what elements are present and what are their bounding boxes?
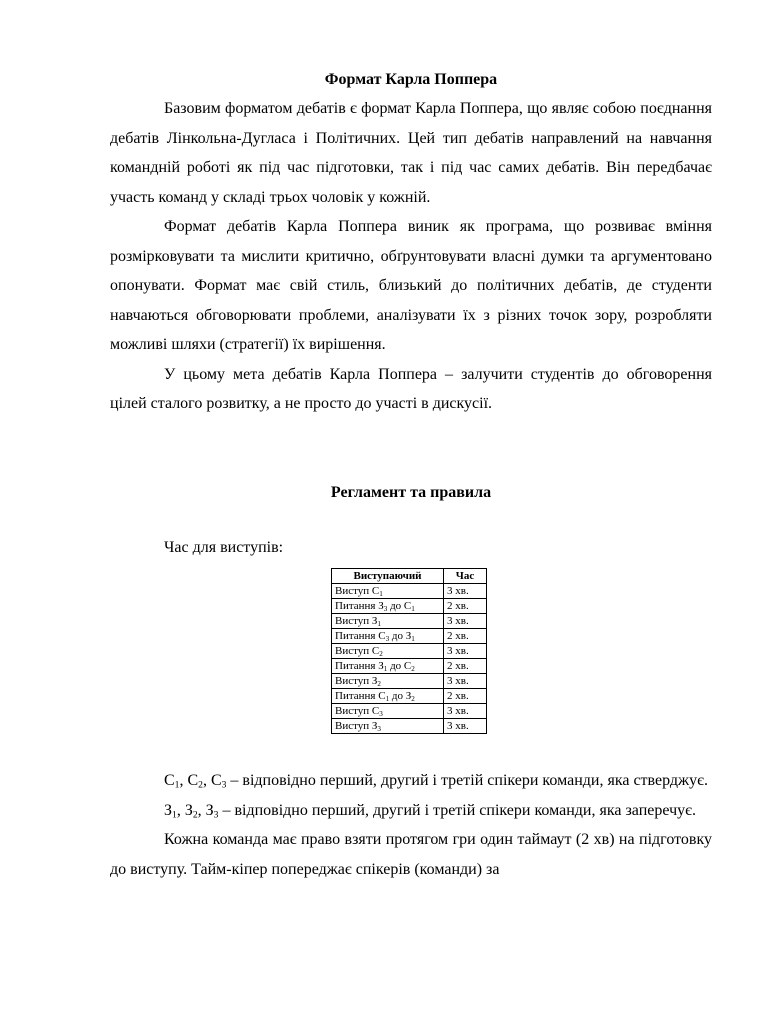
speaker-letter: З bbox=[184, 801, 193, 819]
table-cell-time: 3 хв. bbox=[444, 644, 487, 659]
speaker-index: 1 bbox=[379, 589, 383, 598]
note-affirm-text: – відповідно перший, другий і третій спікери команди, яка стверджує. bbox=[226, 772, 708, 789]
note-affirm: $С_1$, $С_2$, $С_3$ – відповідно перший, другий і третій спікери команди, яка стверджує. bbox=[164, 772, 708, 791]
speaker-index: 2 bbox=[198, 779, 203, 791]
time-label: Час для виступів: bbox=[164, 539, 284, 556]
table-row bbox=[332, 659, 487, 674]
table-cell-time: 3 хв. bbox=[444, 584, 487, 599]
speaker-target-text: до З bbox=[389, 629, 412, 642]
speaker-letter: З bbox=[164, 801, 173, 819]
table-header-speaker: Виступаючий bbox=[332, 569, 444, 584]
table-cell-time: 2 хв. bbox=[444, 689, 487, 704]
table-cell-time: 3 хв. bbox=[444, 674, 487, 689]
speaker-target-text: до З bbox=[389, 689, 412, 702]
speaker-index: 3 bbox=[377, 724, 381, 733]
table-cell-speaker bbox=[332, 644, 444, 659]
speaker-index: 2 bbox=[192, 808, 198, 820]
table-row bbox=[332, 689, 487, 704]
speaker-text: Виступ З bbox=[335, 614, 378, 627]
table-cell-speaker bbox=[332, 689, 444, 704]
speaker-text: Виступ С bbox=[335, 644, 380, 657]
speaker-index: 3 bbox=[383, 604, 388, 613]
speaker-target-index: 1 bbox=[411, 604, 415, 613]
speaker-target-text: до С bbox=[387, 659, 412, 672]
note-timeout: Кожна команда має право взяти протягом гри один таймаут (2 хв) на підготовку до виступу. Тайм-кіпер попереджає спікерів (команди) за bbox=[110, 831, 712, 878]
speaker-target-text: до С bbox=[387, 599, 412, 612]
speaker-text: Питання С bbox=[335, 629, 386, 642]
speaker-text: Виступ З bbox=[335, 719, 378, 732]
table-cell-speaker bbox=[332, 659, 444, 674]
speaker-text: Питання С bbox=[335, 689, 386, 702]
section-title: Регламент та правила bbox=[330, 484, 492, 501]
speaker-text: Виступ С bbox=[335, 584, 380, 597]
table-row bbox=[332, 599, 487, 614]
speaker-text: Виступ С bbox=[335, 704, 380, 717]
notes-text bbox=[110, 766, 712, 884]
table-cell-speaker bbox=[332, 614, 444, 629]
document-title: Формат Карла Поппера bbox=[324, 71, 498, 88]
paragraph-2: Формат дебатів Карла Поппера виник як програма, що розвиває вміння розмірковувати та мислити критично, обґрунтовувати власні думки та аргументовано опонувати. Формат має свій стиль, близький до політичних дебатів, де студенти навчаються обговорювати проблеми, аналізувати їх з різних точок зору, розробляти можливі шляхи (стратегії) їх вирішення. bbox=[110, 218, 712, 353]
table-cell-time: 3 хв. bbox=[444, 614, 487, 629]
table-cell-time: 3 хв. bbox=[444, 719, 487, 734]
table-cell-speaker bbox=[332, 674, 444, 689]
speaker-index: 2 bbox=[379, 649, 383, 658]
table-row bbox=[332, 719, 487, 734]
speaker-target-index: 2 bbox=[411, 664, 415, 673]
paragraph-1: Базовим форматом дебатів є формат Карла Поппера, що являє собою поєднання дебатів Лінкольна-Дугласа і Політичних. Цей тип дебатів направлений на навчання командній роботі як під час підготовки, так і під час самих дебатів. Він передбачає участь команд у складі трьох чоловік у кожній. bbox=[110, 100, 712, 206]
speaker-index: 1 bbox=[174, 779, 180, 791]
speaker-text: Виступ З bbox=[335, 674, 378, 687]
speaker-index: 3 bbox=[379, 709, 383, 718]
speaker-index: 3 bbox=[213, 808, 219, 820]
note-negate: $З_1$, $З_2$, $З_3$ – відповідно перший, другий і третій спікери команди, яка заперечує. bbox=[164, 801, 696, 820]
table-row bbox=[332, 674, 487, 689]
table-row bbox=[332, 629, 487, 644]
table-row bbox=[332, 644, 487, 659]
speaker-index: 1 bbox=[385, 694, 390, 703]
speaker-index: 3 bbox=[221, 779, 227, 791]
speaker-text: Питання З bbox=[335, 599, 384, 612]
speaker-target-index: 1 bbox=[411, 634, 415, 643]
speaker-target-index: 2 bbox=[411, 694, 415, 703]
table-row bbox=[332, 614, 487, 629]
table-header-time: Час bbox=[444, 569, 487, 584]
table-row bbox=[332, 584, 487, 599]
table-cell-time: 3 хв. bbox=[444, 704, 487, 719]
table-cell-speaker bbox=[332, 599, 444, 614]
note-negate-text: – відповідно перший, другий і третій спікери команди, яка заперечує. bbox=[218, 801, 696, 819]
table-cell-speaker bbox=[332, 584, 444, 599]
table-body bbox=[332, 584, 487, 734]
speaker-letter: С bbox=[187, 772, 199, 789]
table-cell-time: 2 хв. bbox=[444, 659, 487, 674]
table-cell-speaker bbox=[332, 719, 444, 734]
table-cell-time: 2 хв. bbox=[444, 599, 487, 614]
paragraph-3: У цьому мета дебатів Карла Поппера – залучити студентів до обговорення цілей сталого розвитку, а не просто до участі в дискусії. bbox=[110, 365, 712, 412]
speaker-index: 1 bbox=[172, 808, 177, 820]
speaker-index: 1 bbox=[383, 664, 388, 673]
intro-text bbox=[110, 94, 712, 419]
speaker-letter: С bbox=[164, 772, 175, 789]
speaker-text: Питання З bbox=[335, 659, 384, 672]
speaker-letter: З bbox=[205, 801, 214, 819]
speaker-index: 2 bbox=[377, 679, 381, 688]
table-row bbox=[332, 704, 487, 719]
table-cell-speaker bbox=[332, 629, 444, 644]
table-cell-time: 2 хв. bbox=[444, 629, 487, 644]
speaker-index: 3 bbox=[385, 634, 390, 643]
speaker-index: 1 bbox=[377, 619, 381, 628]
table-cell-speaker bbox=[332, 704, 444, 719]
speech-time-table bbox=[331, 568, 487, 734]
speaker-letter: С bbox=[210, 772, 222, 789]
